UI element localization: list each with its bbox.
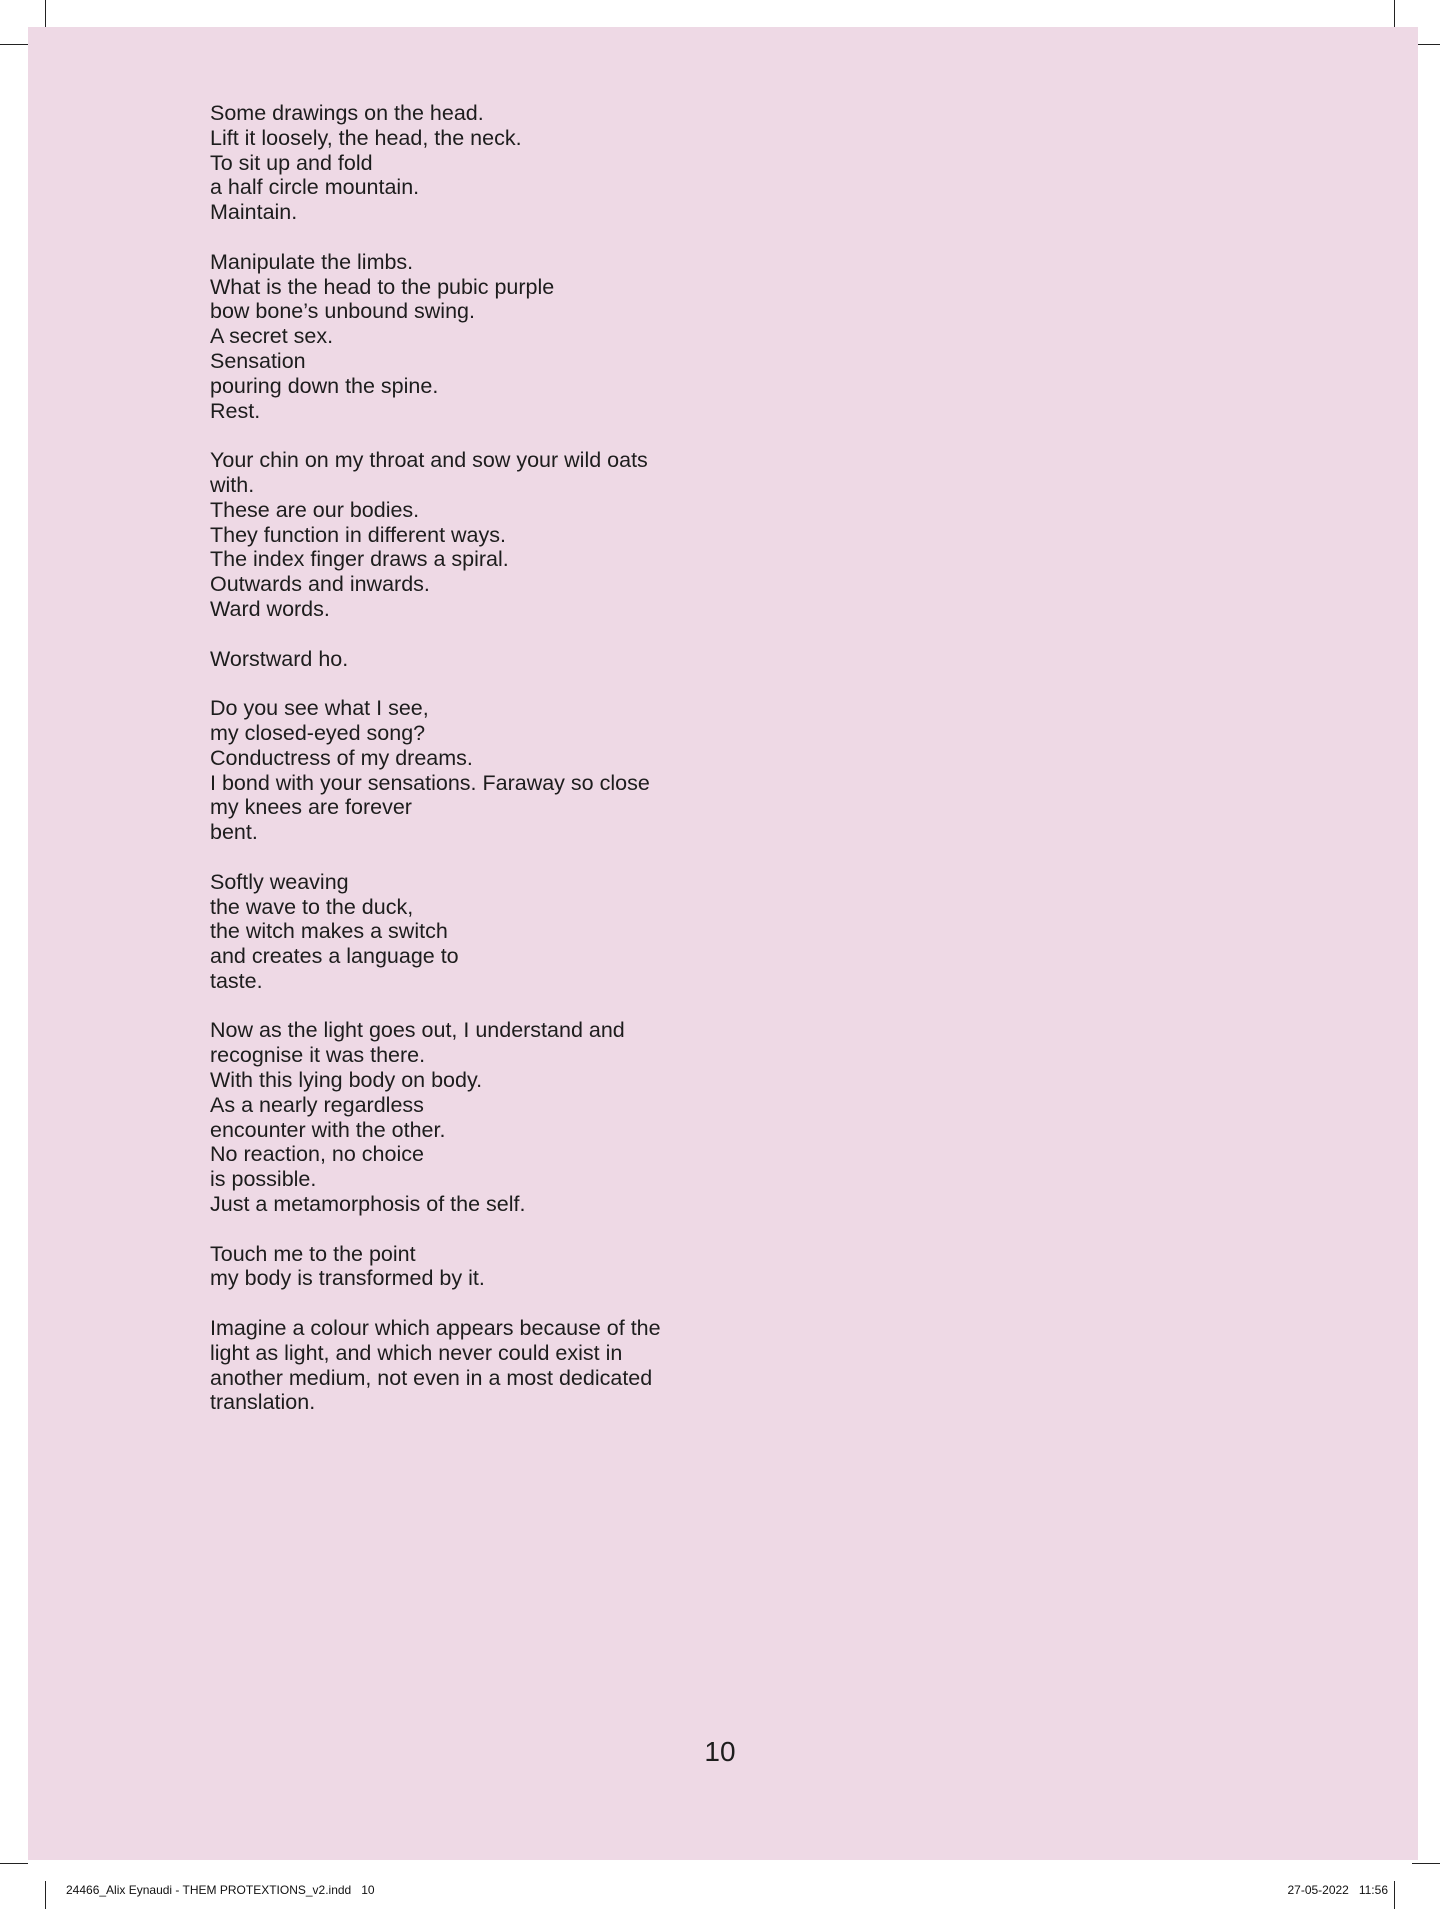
poem-line: As a nearly regardless — [210, 1092, 424, 1117]
poem-line: Conductress of my dreams. — [210, 745, 473, 770]
poem-line: my body is transformed by it. — [210, 1266, 485, 1291]
crop-mark-bottom-right — [1394, 1881, 1395, 1909]
stanza — [210, 1316, 770, 1415]
poem-line: Now as the light goes out, I understand and — [210, 1018, 625, 1043]
stanza — [210, 1018, 770, 1216]
poem-line: Just a metamorphosis of the self. — [210, 1192, 526, 1217]
poem-line: bent. — [210, 820, 258, 845]
crop-mark-left-top — [0, 44, 28, 45]
crop-mark-left-bottom — [0, 1863, 28, 1864]
poem-line: bow bone’s unbound swing. — [210, 299, 475, 324]
poem-line: taste. — [210, 968, 263, 993]
poem-line: and creates a language to — [210, 944, 459, 969]
page-number: 10 — [704, 1736, 736, 1767]
poem-line: Manipulate the limbs. — [210, 249, 414, 274]
stanza — [210, 101, 770, 225]
slug-date-time: 27-05-2022 11:56 — [1287, 1883, 1388, 1897]
crop-mark-top-left — [45, 0, 46, 28]
stanza — [210, 250, 770, 424]
poem-line: These are our bodies. — [210, 497, 420, 522]
stanza — [210, 647, 770, 672]
poem-line: A secret sex. — [210, 324, 334, 349]
poem-line: With this lying body on body. — [210, 1068, 483, 1093]
poem-line: recognise it was there. — [210, 1043, 426, 1068]
stanza — [210, 870, 770, 994]
poem-line: pouring down the spine. — [210, 373, 439, 398]
poem-line: Do you see what I see, — [210, 696, 429, 721]
poem-text — [210, 101, 770, 1440]
crop-mark-bottom-left — [45, 1881, 46, 1909]
poem-line: What is the head to the pubic purple — [210, 274, 555, 299]
poem-line: Some drawings on the head. — [210, 101, 484, 125]
poem-line: Ward words. — [210, 596, 330, 621]
poem-line: Rest. — [210, 398, 261, 423]
poem-line: encounter with the other. — [210, 1117, 446, 1142]
poem-line: with. — [210, 472, 255, 497]
poem-line: Softly weaving — [210, 869, 349, 894]
poem-line: To sit up and fold — [210, 150, 373, 175]
poem-line: Lift it loosely, the head, the neck. — [210, 125, 522, 150]
poem-line: Outwards and inwards. — [210, 572, 430, 597]
poem-line: Sensation — [210, 348, 306, 373]
poem-line: my knees are forever — [210, 795, 412, 820]
poem-line: No reaction, no choice — [210, 1142, 424, 1167]
poem-line: I bond with your sensations. Faraway so close — [210, 770, 650, 795]
slug-file-info: 24466_Alix Eynaudi - THEM PROTEXTIONS_v2.indd 10 — [66, 1883, 375, 1897]
poem-line: Worstward ho. — [210, 646, 349, 671]
stanza — [210, 696, 770, 845]
poem-line: the wave to the duck, — [210, 894, 414, 919]
crop-mark-top-right — [1394, 0, 1395, 28]
poem-line: light as light, and which never could exist in — [210, 1340, 623, 1365]
poem-line: Maintain. — [210, 200, 298, 225]
poem-line: another medium, not even in a most dedicated — [210, 1365, 653, 1390]
poem-line: Touch me to the point — [210, 1241, 416, 1266]
stanza — [210, 1242, 770, 1292]
poem-line: The index finger draws a spiral. — [210, 547, 509, 572]
poem-line: translation. — [210, 1390, 316, 1415]
poem-line: is possible. — [210, 1167, 317, 1192]
poem-line: my closed-eyed song? — [210, 720, 426, 745]
poem-line: They function in different ways. — [210, 522, 506, 547]
poem-line: a half circle mountain. — [210, 175, 420, 200]
crop-mark-right-bottom — [1412, 1863, 1440, 1864]
poem-line: the witch makes a switch — [210, 919, 448, 944]
stanza — [210, 448, 770, 622]
poem-line: Imagine a colour which appears because of the — [210, 1316, 661, 1341]
poem-line: Your chin on my throat and sow your wild oats — [210, 448, 648, 473]
